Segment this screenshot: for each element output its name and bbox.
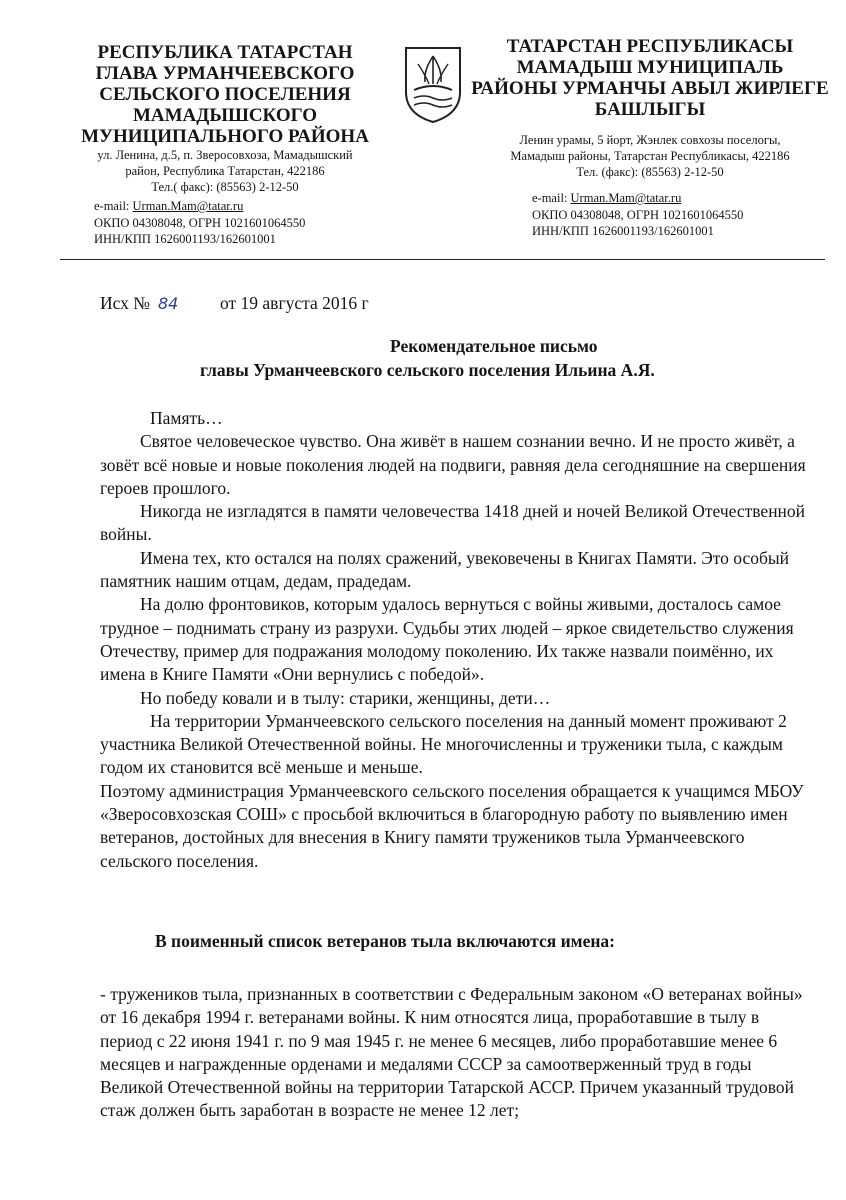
okpo-line: ОКПО 04308048, ОГРН 1021601064550	[532, 207, 744, 222]
list-heading: В поименный список ветеранов тыла включаются имена:	[155, 931, 616, 951]
paragraph: Святое человеческое чувство. Она живёт в нашем сознании вечно. И не просто живёт, а зовёт всё новые и новые поколения людей на подвиги, равняя дела сегодняшние на свершения героев прошлого.	[100, 431, 806, 498]
paragraph: На территории Урманчеевского сельского поселения на данный момент проживают 2 участника Великой Отечественной войны. Не многочисленны и труженики тыла, с каждым годом их становится всё меньше и меньше.	[100, 710, 787, 778]
address-line: район, Республика Татарстан, 422186	[125, 164, 325, 178]
email-label: e-mail:	[94, 199, 133, 213]
inn-line: ИНН/КПП 1626001193/162601001	[532, 224, 714, 238]
contacts-left	[94, 198, 305, 248]
outgoing-date: от 19 августа 2016 г	[220, 293, 369, 313]
org-line: СЕЛЬСКОГО ПОСЕЛЕНИЯ	[99, 84, 351, 105]
letter-subtitle: главы Урманчеевского сельского поселения Ильина А.Я.	[200, 360, 655, 380]
letterhead-right	[470, 36, 830, 180]
paragraph: Но победу ковали и в тылу: старики, женщины, дети…	[140, 687, 551, 708]
outgoing-number-line	[100, 293, 369, 314]
org-line: БАШЛЫГЫ	[594, 99, 706, 120]
org-line: ТАТАРСТАН РЕСПУБЛИКАСЫ	[506, 36, 794, 57]
letter-body	[100, 407, 812, 873]
list-item: - тружеников тыла, признанных в соответствии с Федеральным законом «О ветеранах войны» от 16 декабря 1994 г. ветеранами войны. К ним относятся лица, проработавшие в тылу в период с 22 июня 1941 г. по 9 мая 1945 г. не менее 6 месяцев, либо проработавшие менее 6 месяцев и награжденные орденами и медалями СССР за самоотверженный труд в годы Великой Отечественной войны на территории Татарской АССР. Причем указанный трудовой стаж должен быть заработан в возрасте не менее 12 лет;	[100, 984, 803, 1121]
org-line: РАЙОНЫ УРМАНЧЫ АВЫЛ ЖИРЛЕГЕ	[471, 78, 829, 99]
org-line: МАМАДЫШСКОГО	[132, 105, 318, 126]
letter-title: Рекомендательное письмо	[390, 336, 598, 356]
email-label: e-mail:	[532, 191, 571, 205]
contacts-right	[532, 190, 743, 240]
phone-line: Тел.( факс): (85563) 2-12-50	[151, 180, 299, 194]
email-line	[532, 190, 743, 207]
email-link[interactable]: Urman.Mam@tatar.ru	[570, 191, 682, 205]
outgoing-label: Исх №	[100, 293, 150, 313]
coat-of-arms-emblem	[402, 42, 464, 124]
email-link[interactable]: Urman.Mam@tatar.ru	[132, 199, 244, 213]
org-line: МУНИЦИПАЛЬНОГО РАЙОНА	[81, 126, 369, 147]
org-line: МАМАДЫШ МУНИЦИПАЛЬ	[516, 57, 784, 78]
okpo-line: ОКПО 04308048, ОГРН 1021601064550	[94, 215, 306, 230]
paragraph: Имена тех, кто остался на полях сражений, увековечены в Книгах Памяти. Это особый памятник нашим отцам, дедам, прадедам.	[100, 547, 790, 592]
email-line	[94, 198, 305, 215]
org-line: РЕСПУБЛИКА ТАТАРСТАН	[97, 42, 353, 63]
paragraph: Память…	[150, 408, 223, 428]
phone-line: Тел. (факс): (85563) 2-12-50	[576, 165, 724, 179]
header-divider	[60, 259, 825, 260]
letterhead-left	[60, 42, 390, 195]
address-line: ул. Ленина, д.5, п. Зверосовхоза, Мамадышский	[97, 148, 353, 162]
paragraph: Никогда не изгладятся в памяти человечества 1418 дней и ночей Великой Отечественной войны.	[100, 501, 806, 545]
criteria-list	[100, 983, 812, 1123]
paragraph: Поэтому администрация Урманчеевского сельского поселения обращается к учащимся МБОУ «Зверосовхозская СОШ» с просьбой включиться в благородную работу по выявлению имен ветеранов, достойных для внесения в Книгу памяти тружеников тыла Урманчеевского сельского поселения.	[100, 780, 804, 871]
address-line: Мамадыш районы, Татарстан Республикасы, 422186	[510, 149, 790, 163]
org-line: ГЛАВА УРМАНЧЕЕВСКОГО	[95, 63, 355, 84]
address-line: Ленин урамы, 5 йорт, Жэнлек совхозы поселогы,	[519, 133, 781, 147]
paragraph: На долю фронтовиков, которым удалось вернуться с войны живыми, досталось самое трудное – поднимать страну из разрухи. Судьбы этих людей – яркое свидетельство служения Отечеству, пример для подражания молодому поколению. Их также назвали поимённо, их имена в Книге Памяти «Они вернулись с победой».	[100, 594, 794, 685]
inn-line: ИНН/КПП 1626001193/162601001	[94, 232, 276, 246]
outgoing-number: 84	[158, 294, 179, 313]
